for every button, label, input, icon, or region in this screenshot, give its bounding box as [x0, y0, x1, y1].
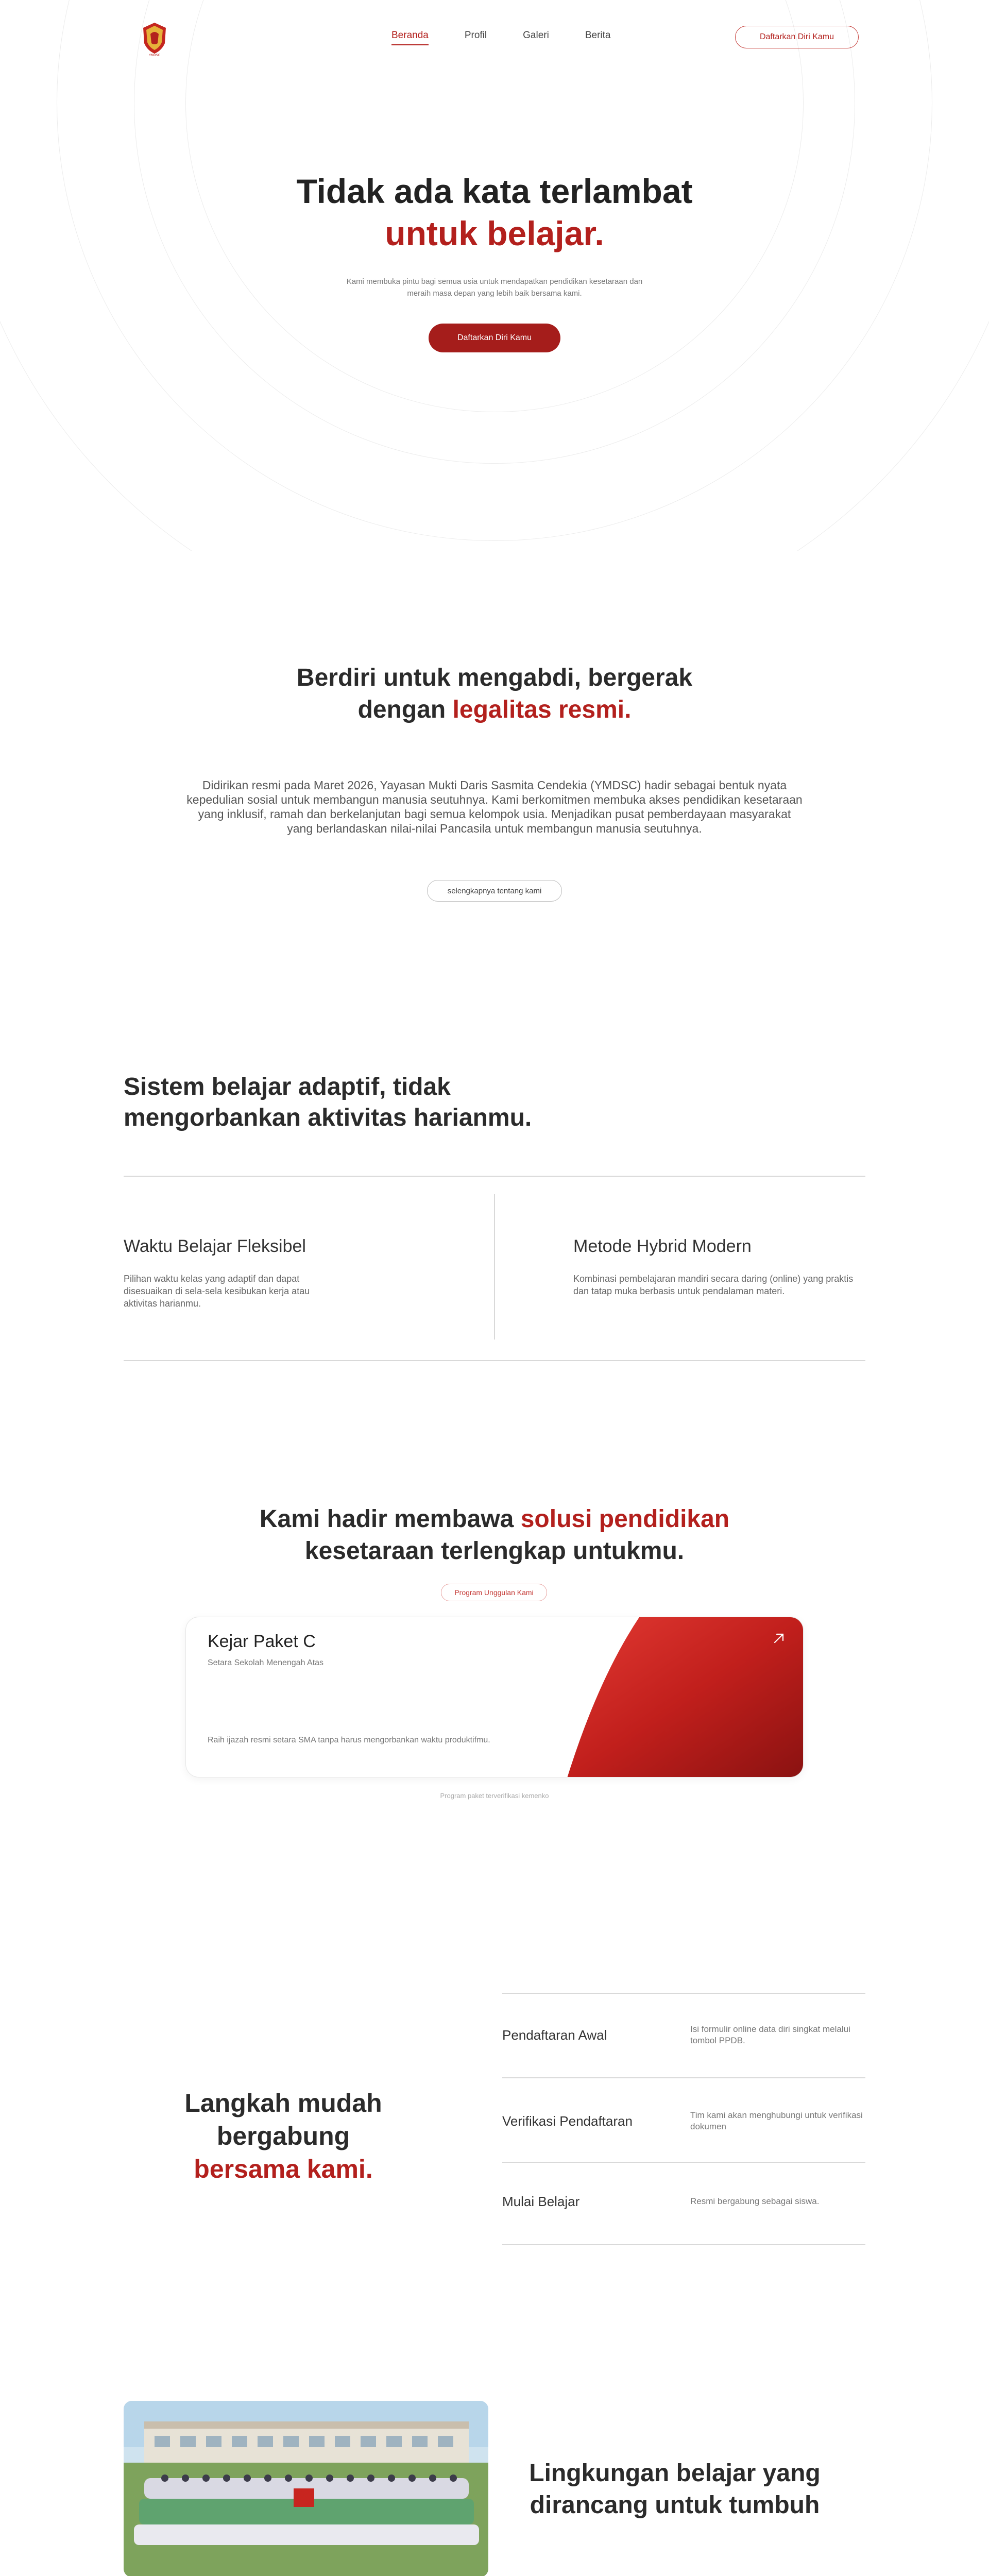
divider	[124, 1360, 865, 1361]
hero-subtitle: Kami membuka pintu bagi semua usia untuk mendapatkan pendidikan kesetaraan dan meraih masa depan yang lebih baik bersama kami.	[346, 277, 643, 298]
steps-title	[124, 2087, 443, 2185]
gallery-title: Lingkungan belajar yang dirancang untuk tumbuh	[529, 2460, 821, 2519]
adaptive-title: Sistem belajar adaptif, tidak mengorbankan aktivitas harianmu.	[124, 1073, 532, 1131]
feature-title-flexible: Waktu Belajar Fleksibel	[124, 1236, 306, 1256]
about-description: Didirikan resmi pada Maret 2026, Yayasan Mukti Daris Sasmita Cendekia (YMDSC) hadir sebagai bentuk nyata kepedulian sosial untuk membangun manusia seutuhnya. Kami berkomitmen membuka akses pendidikan kesetaraan yang inklusif, ramah dan berkelanjutan bagi semua kelompok usia. Menjadikan pusat pemberdayaan masyarakat yang berlandaskan nilai-nilai Pancasila untuk membangun manusia seutuhnya.	[186, 778, 803, 835]
svg-text:YMDSC: YMDSC	[149, 54, 160, 57]
about-title-prefix: dengan	[357, 696, 453, 723]
step-desc: Tim kami akan menghubungi untuk verifikasi dokumen	[690, 2110, 863, 2131]
program-card-paket-c[interactable]	[185, 1617, 804, 1777]
main-menu	[391, 30, 610, 45]
group-photo-illustration	[124, 2401, 488, 2576]
menu-item-berita[interactable]: Berita	[585, 30, 611, 41]
step-desc: Resmi bergabung sebagai siswa.	[690, 2196, 820, 2206]
step-desc: Isi formulir online data diri singkat melalui tombol PPDB.	[690, 2024, 850, 2045]
divider	[502, 2162, 865, 2163]
step-name: Mulai Belajar	[502, 2194, 580, 2209]
step-name: Pendaftaran Awal	[502, 2027, 607, 2043]
program-card-subtitle: Setara Sekolah Menengah Atas	[208, 1658, 324, 1667]
program-note: Program paket terverifikasi kemenko	[440, 1792, 549, 1800]
solution-title-line2: kesetaraan terlengkap untukmu.	[304, 1537, 685, 1565]
menu-item-beranda[interactable]: Beranda	[391, 30, 429, 45]
program-card-description: Raih ijazah resmi setara SMA tanpa harus mengorbankan waktu produktifmu.	[208, 1736, 490, 1744]
about-title-accent: legalitas resmi.	[452, 696, 632, 723]
steps-title-accent: bersama kami.	[194, 2155, 373, 2183]
navbar	[0, 0, 989, 77]
steps-title-line1: Langkah mudah bergabung	[184, 2089, 382, 2150]
hero-register-button[interactable]: Daftarkan Diri Kamu	[429, 324, 560, 352]
hero-section	[0, 0, 989, 551]
solution-title-prefix: Kami hadir membawa	[259, 1505, 521, 1533]
solution-title-accent: solusi pendidikan	[520, 1505, 730, 1533]
divider	[502, 2077, 865, 2078]
arrow-up-right-icon[interactable]	[772, 1632, 786, 1645]
program-badge: Program Unggulan Kami	[441, 1584, 547, 1601]
feature-title-hybrid: Metode Hybrid Modern	[573, 1236, 752, 1256]
about-title	[0, 662, 989, 726]
about-title-line1: Berdiri untuk mengabdi, bergerak	[296, 664, 693, 691]
divider-vertical	[494, 1194, 495, 1340]
feature-desc-hybrid: Kombinasi pembelajaran mandiri secara daring (online) yang praktis dan tatap muka berbasis untuk pendalaman materi.	[573, 1274, 854, 1296]
hero-title-accent: untuk belajar.	[385, 214, 604, 252]
hero-title	[0, 170, 989, 255]
about-more-button[interactable]: selengkapnya tentang kami	[427, 880, 562, 902]
menu-item-galeri[interactable]: Galeri	[523, 30, 549, 41]
divider	[502, 1993, 865, 1994]
menu-item-profil[interactable]: Profil	[464, 30, 487, 41]
program-card-title: Kejar Paket C	[208, 1632, 316, 1651]
foundation-logo-icon[interactable]	[139, 21, 170, 57]
divider	[124, 1176, 865, 1177]
nav-register-button[interactable]: Daftarkan Diri Kamu	[735, 26, 859, 48]
solution-title	[0, 1503, 989, 1567]
gallery-photo-main[interactable]	[124, 2401, 488, 2576]
divider	[502, 2244, 865, 2245]
hero-title-line1: Tidak ada kata terlambat	[296, 172, 693, 210]
step-name: Verifikasi Pendaftaran	[502, 2113, 633, 2129]
feature-desc-flexible: Pilihan waktu kelas yang adaptif dan dapat disesuaikan di sela-sela kesibukan kerja atau aktivitas harianmu.	[124, 1274, 310, 1309]
